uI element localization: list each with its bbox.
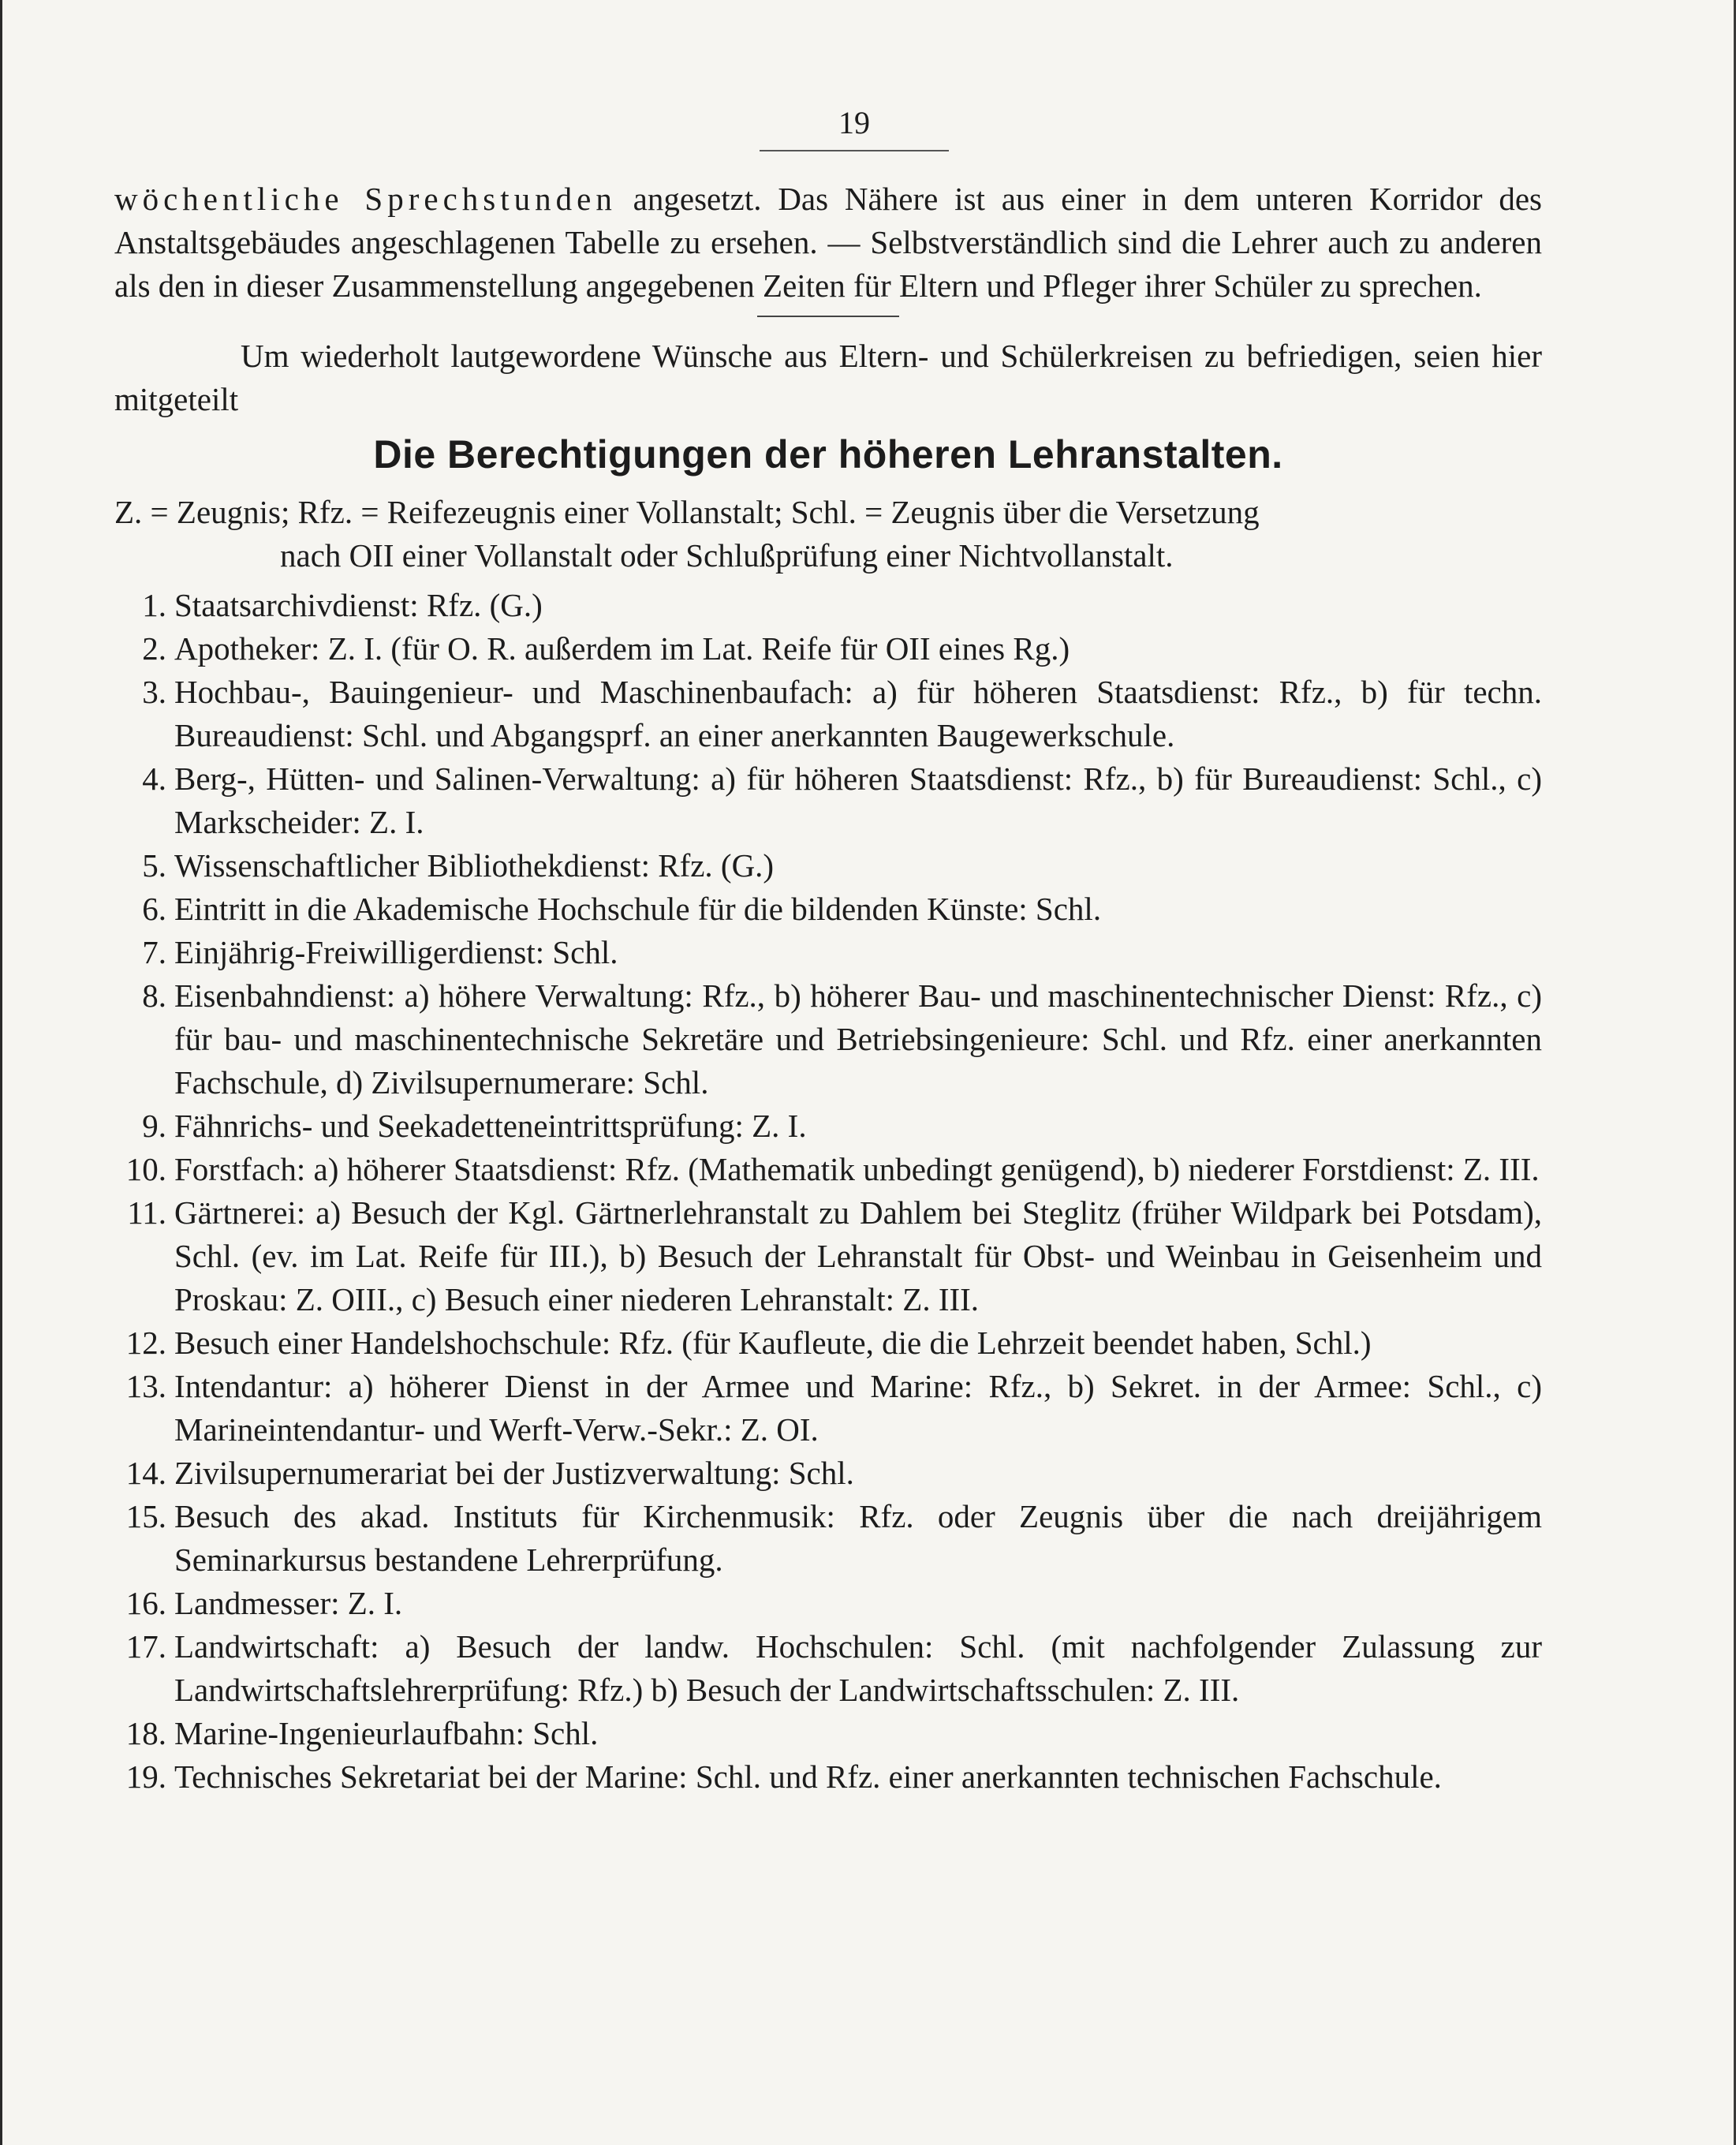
list-item-number: 4.: [142, 760, 166, 797]
list-item-text: Eisenbahndienst: a) höhere Verwaltung: Rfz., b) höherer Bau- und maschinentechnischer Dienst: Rfz., c) für bau- und maschinentechnische Sekretäre und Betriebsingenieure: Schl. und Rfz. einer anerkannten Fachschule, d) Zivilsupernumerare: Schl.: [174, 977, 1542, 1101]
list-item: [114, 757, 1542, 844]
list-item: [114, 627, 1542, 671]
list-item-number: 15.: [125, 1498, 166, 1534]
list-item: [114, 1321, 1542, 1365]
list-item-number: 17.: [125, 1628, 166, 1665]
list-item-text: Besuch des akad. Instituts für Kirchenmusik: Rfz. oder Zeugnis über die nach dreijährigem Seminarkursus bestandene Lehrerprüfung.: [174, 1498, 1542, 1578]
list-item-text: Hochbau-, Bauingenieur- und Maschinenbaufach: a) für höheren Staatsdienst: Rfz., b) für techn. Bureaudienst: Schl. und Abgangsprf. an einer anerkannten Baugewerkschule.: [174, 674, 1542, 753]
list-item-text: Staatsarchivdienst: Rfz. (G.): [174, 587, 543, 623]
list-item-number: 9.: [142, 1108, 166, 1144]
section-title: Die Berechtigungen der höheren Lehranstalten.: [373, 432, 1283, 476]
intro-paragraph: [114, 178, 1542, 308]
list-item: [114, 844, 1542, 888]
list-item-number: 1.: [142, 587, 166, 623]
list-item: [114, 1148, 1542, 1191]
list-item: [114, 1191, 1542, 1321]
wishes-paragraph: Um wiederholt lautgewordene Wünsche aus Eltern- und Schülerkreisen zu befriedigen, seien hier mitgeteilt: [114, 338, 1542, 417]
list-item: [114, 1625, 1542, 1712]
list-item-text: Berg-, Hütten- und Salinen-Verwaltung: a) für höheren Staatsdienst: Rfz., b) für Bureaudienst: Schl., c) Markscheider: Z. I.: [174, 760, 1542, 840]
section-divider: [757, 316, 899, 317]
list-item-text: Einjährig-Freiwilligerdienst: Schl.: [174, 934, 618, 970]
list-item-number: 19.: [125, 1758, 166, 1795]
list-item-number: 8.: [142, 977, 166, 1014]
list-item-number: 16.: [125, 1585, 166, 1621]
list-item-number: 12.: [125, 1325, 166, 1361]
list-item-number: 14.: [125, 1455, 166, 1491]
page-content: [114, 178, 1542, 1799]
list-item-number: 3.: [142, 674, 166, 710]
list-item-text: Gärtnerei: a) Besuch der Kgl. Gärtnerlehranstalt zu Dahlem bei Steglitz (früher Wildpark bei Potsdam), Schl. (ev. im Lat. Reife für III.), b) Besuch der Lehranstalt für Obst- und Weinbau in Geisenheim und Proskau: Z. OIII., c) Besuch einer niederen Lehranstalt: Z. III.: [174, 1194, 1542, 1317]
list-item-text: Zivilsupernumerariat bei der Justizverwaltung: Schl.: [174, 1455, 854, 1491]
list-item: [114, 888, 1542, 931]
list-item-text: Marine-Ingenieurlaufbahn: Schl.: [174, 1715, 599, 1751]
list-item: [114, 584, 1542, 627]
abbreviation-legend: [114, 491, 1542, 577]
list-item: [114, 1582, 1542, 1625]
list-item-number: 10.: [125, 1151, 166, 1187]
list-item-text: Landwirtschaft: a) Besuch der landw. Hochschulen: Schl. (mit nachfolgender Zulassung zur Landwirtschaftslehrerprüfung: Rfz.) b) Besuch der Landwirtschaftsschulen: Z. III.: [174, 1628, 1542, 1708]
list-item-text: Apotheker: Z. I. (für O. R. außerdem im Lat. Reife für OII eines Rg.): [174, 630, 1070, 667]
list-item-text: Besuch einer Handelshochschule: Rfz. (für Kaufleute, die die Lehrzeit beendet haben, Schl.): [174, 1325, 1372, 1361]
list-item: [114, 1495, 1542, 1582]
list-item-text: Intendantur: a) höherer Dienst in der Armee und Marine: Rfz., b) Sekret. in der Armee: Schl., c) Marineintendantur- und Werft-Verw.-Sekr.: Z. OI.: [174, 1368, 1542, 1448]
list-item-text: Fähnrichs- und Seekadetteneintrittsprüfung: Z. I.: [174, 1108, 807, 1144]
list-item: [114, 671, 1542, 757]
list-item: [114, 1104, 1542, 1148]
list-item-number: 2.: [142, 630, 166, 667]
list-item-text: Landmesser: Z. I.: [174, 1585, 403, 1621]
list-item-number: 5.: [142, 847, 166, 884]
list-item: [114, 1755, 1542, 1799]
list-item-text: Forstfach: a) höherer Staatsdienst: Rfz. (Mathematik unbedingt genügend), b) niederer Forstdienst: Z. III.: [174, 1151, 1540, 1187]
list-item-number: 13.: [125, 1368, 166, 1404]
intro-spaced-lead: wöchentliche Sprechstunden: [114, 181, 617, 217]
list-item-number: 7.: [142, 934, 166, 970]
legend-line-1: Z. = Zeugnis; Rfz. = Reifezeugnis einer Vollanstalt; Schl. = Zeugnis über die Versetzung: [114, 494, 1260, 530]
page-number-rule: [760, 150, 949, 151]
intro-text: angesetzt. Das Nähere ist aus einer in dem unteren Korridor des Anstaltsgebäudes angeschlagenen Tabelle zu ersehen. — Selbstverständlich sind die Lehrer auch zu anderen als den in dieser Zusammenstellung angegebenen Zeiten für Eltern und Pfleger ihrer Schüler zu sprechen.: [114, 181, 1542, 304]
list-item-number: 6.: [142, 891, 166, 927]
list-item-text: Technisches Sekretariat bei der Marine: Schl. und Rfz. einer anerkannten technischen Fachschule.: [174, 1758, 1442, 1795]
list-item-number: 11.: [127, 1194, 166, 1231]
list-item-text: Eintritt in die Akademische Hochschule für die bildenden Künste: Schl.: [174, 891, 1102, 927]
list-item-text: Wissenschaftlicher Bibliothekdienst: Rfz. (G.): [174, 847, 775, 884]
legend-line-2: nach OII einer Vollanstalt oder Schlußprüfung einer Nichtvollanstalt.: [280, 537, 1174, 574]
list-item: [114, 1452, 1542, 1495]
list-item: [114, 931, 1542, 974]
page-number: 19: [838, 105, 870, 140]
entitlements-list: [114, 584, 1542, 1799]
list-item: [114, 1365, 1542, 1452]
list-item: [114, 1712, 1542, 1755]
list-item: [114, 974, 1542, 1104]
list-item-number: 18.: [125, 1715, 166, 1751]
